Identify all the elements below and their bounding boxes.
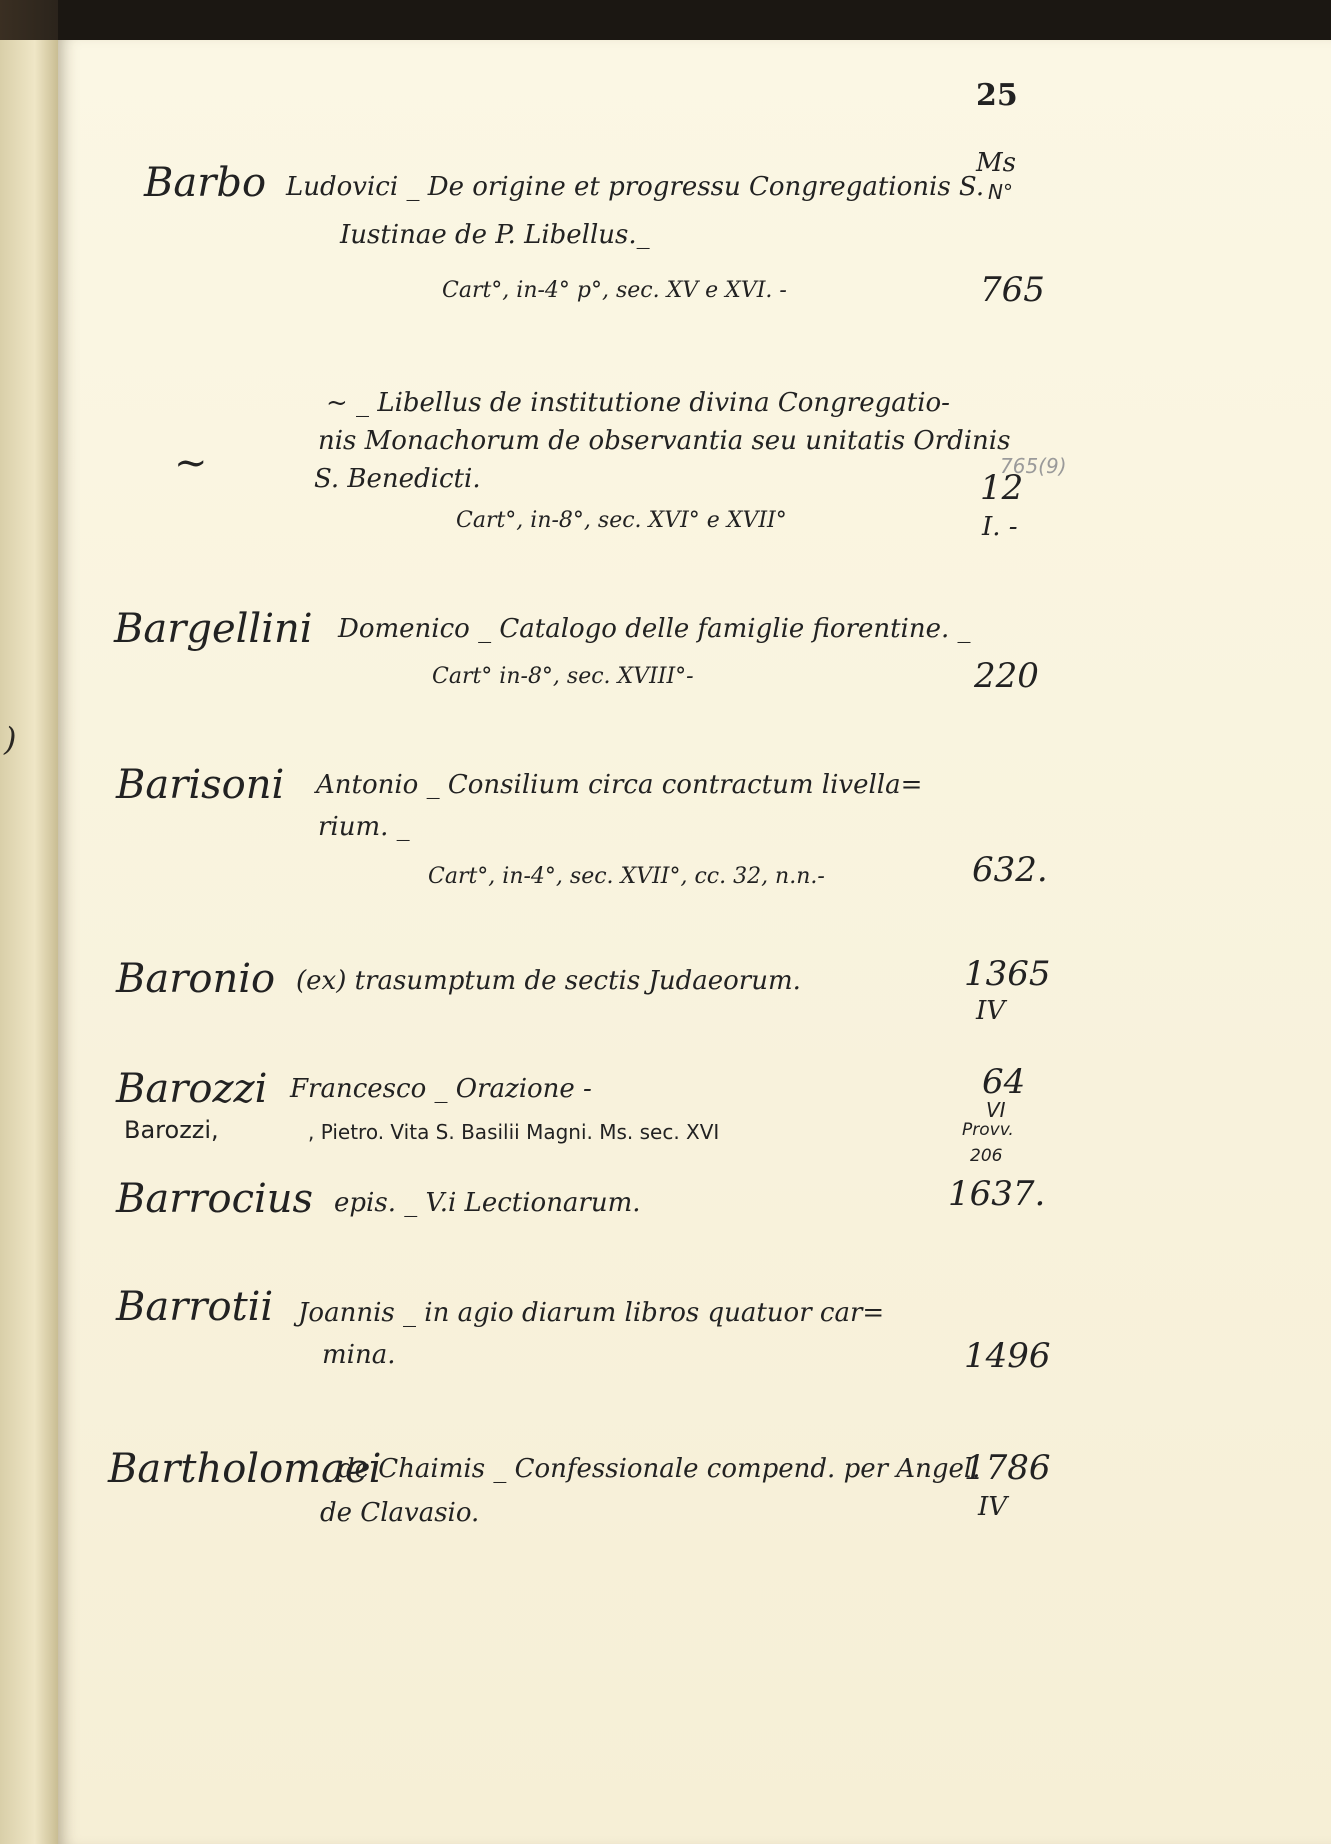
left-page-fragment: )	[4, 720, 17, 758]
entry-sub-number: IV	[976, 996, 1006, 1026]
entry-line: mina.	[322, 1340, 396, 1370]
entry-sub-number: 206	[970, 1146, 1003, 1166]
entry-number: 1637.	[948, 1174, 1046, 1214]
pencil-note: 765(9)	[1000, 454, 1067, 478]
column-header-ms: Ms	[976, 148, 1016, 178]
column-header-no: N°	[988, 180, 1013, 204]
page-number: 25	[976, 78, 1018, 113]
entry-line: , Pietro. Vita S. Basilii Magni. Ms. sec. XVI	[308, 1120, 720, 1144]
entry-number: 1496	[964, 1336, 1051, 1376]
entry-details: Cart° in-8°, sec. XVIII°-	[432, 664, 694, 689]
entry-heading: Barozzi,	[124, 1116, 219, 1144]
entry-number: 220	[974, 656, 1039, 696]
entry-details: Cart°, in-4°, sec. XVII°, cc. 32, n.n.-	[428, 864, 825, 889]
entry-line: Iustinae de P. Libellus._	[340, 220, 650, 250]
entry-line: epis. _ V.i Lectionarum.	[334, 1188, 641, 1218]
book-binding-edge	[0, 0, 58, 40]
entry-line: Joannis _ in agio diarum libros quatuor car=	[298, 1298, 885, 1328]
entry-heading: Barrocius	[116, 1176, 314, 1222]
entry-line: Antonio _ Consilium circa contractum livella=	[316, 770, 923, 800]
entry-number: 1365	[964, 954, 1051, 994]
entry-number: 1786	[964, 1448, 1051, 1488]
left-page-edge	[0, 40, 58, 1844]
manuscript-page	[58, 40, 1331, 1844]
entry-heading: Barisoni	[116, 762, 285, 808]
entry-number: 12	[980, 468, 1024, 508]
entry-heading: Bartholomaei	[108, 1446, 382, 1492]
entry-number: 765	[980, 270, 1045, 310]
entry-line: rium. _	[318, 812, 410, 842]
entry-line: de Chaimis _ Confessionale compend. per Angel.	[338, 1454, 981, 1484]
entry-line: de Clavasio.	[320, 1498, 480, 1528]
entry-heading: ~	[174, 440, 208, 486]
entry-number: Provv.	[962, 1120, 1014, 1140]
entry-heading: Barbo	[144, 160, 267, 206]
entry-sub-number: VI	[986, 1098, 1006, 1122]
entry-line: Ludovici _ De origine et progressu Congregationis S.	[286, 172, 985, 202]
entry-line: ~ _ Libellus de institutione divina Congregatio-	[326, 388, 950, 418]
entry-heading: Barozzi	[116, 1066, 268, 1112]
entry-heading: Baronio	[116, 956, 276, 1002]
entry-details: Cart°, in-4° p°, sec. XV e XVI. -	[442, 278, 787, 303]
entry-heading: Barrotii	[116, 1284, 274, 1330]
entry-number: 632.	[972, 850, 1048, 890]
entry-line: S. Benedicti.	[314, 464, 481, 494]
entry-sub-number: I. -	[982, 512, 1018, 542]
entry-line: Domenico _ Catalogo delle famiglie fiorentine. _	[338, 614, 971, 644]
entry-line: (ex) trasumptum de sectis Judaeorum.	[296, 966, 801, 996]
entry-sub-number: IV	[978, 1492, 1008, 1522]
entry-line: Francesco _ Orazione -	[290, 1074, 592, 1104]
entry-number: 64	[982, 1062, 1026, 1102]
entry-line: nis Monachorum de observantia seu unitatis Ordinis	[318, 426, 1011, 456]
entry-heading: Bargellini	[114, 606, 313, 652]
entry-details: Cart°, in-8°, sec. XVI° e XVII°	[456, 508, 787, 533]
